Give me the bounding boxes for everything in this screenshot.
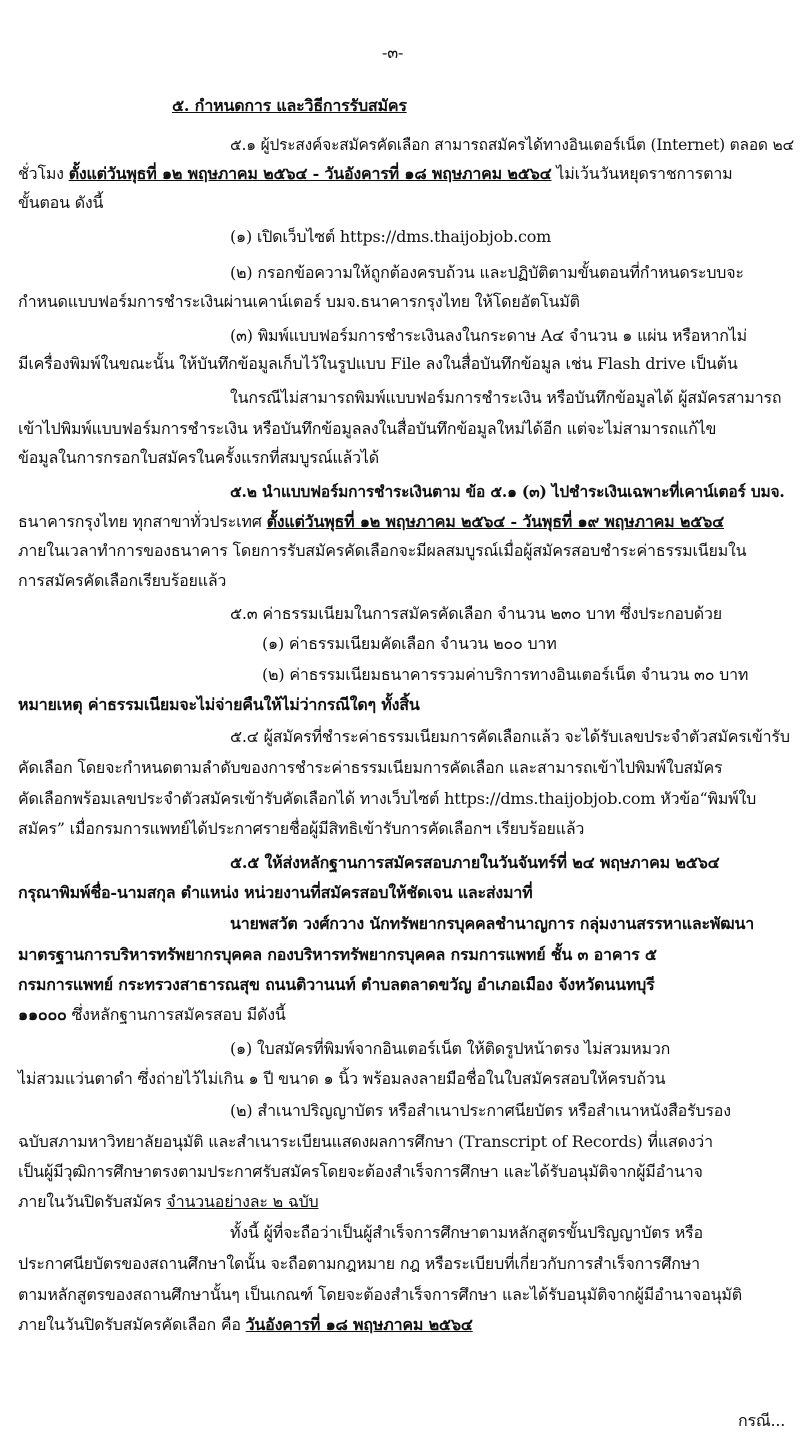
s51-note-line2: เข้าไปพิมพ์แบบฟอร์มการชำระเงิน หรือบันทึกข้อมูลลงในสื่อบันทึกข้อมูลใหม่ได้อีก แต่จะไม่สามารถแก้ไข <box>18 419 717 438</box>
s52-date-range: ตั้งแต่วันพุธที่ ๑๒ พฤษภาคม ๒๕๖๔ - วันพุธที่ ๑๙ พฤษภาคม ๒๕๖๔ <box>266 512 724 531</box>
s54-line2: คัดเลือก โดยจะกำหนดตามลำดับของการชำระค่าธรรมเนียมการคัดเลือก และสามารถเข้าไปพิมพ์ใบสมัคร <box>18 758 723 777</box>
s51-note-line3: ข้อมูลในการกรอกใบสมัครในครั้งแรกที่สมบูรณ์แล้วได้ <box>18 448 379 467</box>
postal-code: ๑๑๐๐๐ <box>18 1005 67 1024</box>
s55-address-line1: นายพสวัต วงศ์กวาง นักทรัพยากรบุคคลชำนาญการ กลุ่มงานสรรหาและพัฒนา <box>230 914 754 933</box>
s55-para-line3: ตามหลักสูตรของสถานศึกษานั้นๆ เป็นเกณฑ์ โดยจะต้องสำเร็จการศึกษา และได้รับอนุมัติจากผู้มีอำนาจอนุมัติ <box>18 1285 742 1304</box>
s51-item2-line2: กำหนดแบบฟอร์มการชำระเงินผ่านเคาน์เตอร์ บมจ.ธนาคารกรุงไทย ให้โดยอัตโนมัติ <box>18 292 580 311</box>
s53-item2: (๒) ค่าธรรมเนียมธนาคารรวมค่าบริการทางอินเตอร์เน็ต จำนวน ๓๐ บาท <box>262 665 749 684</box>
s52-line3: ภายในเวลาทำการของธนาคาร โดยการรับสมัครคัดเลือกจะมีผลสมบูรณ์เมื่อผู้สมัครสอบชำระค่าธรรมเนียมใน <box>18 541 747 560</box>
s51-item3-line1: (๓) พิมพ์แบบฟอร์มการชำระเงินลงในกระดาษ A๔ จำนวน ๑ แผ่น หรือหากไม่ <box>230 326 747 345</box>
page-number: -๓- <box>382 43 404 62</box>
s55-address-line4: ๑๑๐๐๐ ซึ่งหลักฐานการสมัครสอบ มีดังนี้ <box>18 1005 286 1024</box>
s55-line1: ๕.๕ ให้ส่งหลักฐานการสมัครสอบภายในวันจันทร์ที่ ๒๔ พฤษภาคม ๒๕๖๔ <box>230 853 720 872</box>
s51-item3-line2: มีเครื่องพิมพ์ในขณะนั้น ให้บันทึกข้อมูลเก็บไว้ในรูปแบบ File ลงในสื่อบันทึกข้อมูล เช่น Flash drive เป็นต้น <box>18 354 738 373</box>
s55-item2-line3: เป็นผู้มีวุฒิการศึกษาตรงตามประกาศรับสมัครโดยจะต้องสำเร็จการศึกษา และได้รับอนุมัติจากผู้มีอำนาจ <box>18 1162 703 1181</box>
s55-line2: กรุณาพิมพ์ชื่อ-นามสกุล ตำแหน่ง หน่วยงานที่สมัครสอบให้ชัดเจน และส่งมาที่ <box>18 883 533 902</box>
s53-note: หมายเหตุ ค่าธรรมเนียมจะไม่จ่ายคืนให้ไม่ว่ากรณีใดๆ ทั้งสิ้น <box>18 695 420 714</box>
s51-item1: (๑) เปิดเว็บไซต์ https://dms.thaijobjob.com <box>230 227 552 246</box>
s54-line1: ๕.๔ ผู้สมัครที่ชำระค่าธรรมเนียมการคัดเลือกแล้ว จะได้รับเลขประจำตัวสมัครเข้ารับ <box>230 727 790 746</box>
s52-line1: ๕.๒ นำแบบฟอร์มการชำระเงินตาม ข้อ ๕.๑ (๓) ไปชำระเงินเฉพาะที่เคาน์เตอร์ บมจ. <box>230 482 785 501</box>
footer-continuation: กรณี... <box>738 1411 786 1430</box>
s52-line4: การสมัครคัดเลือกเรียบร้อยแล้ว <box>18 571 227 590</box>
closing-date: วันอังคารที่ ๑๘ พฤษภาคม ๒๕๖๔ <box>245 1315 473 1334</box>
s51-line1: ๕.๑ ผู้ประสงค์จะสมัครคัดเลือก สามารถสมัครได้ทางอินเตอร์เน็ต (Internet) ตลอด ๒๔ <box>230 136 795 154</box>
s51-line3: ขั้นตอน ดังนี้ <box>18 193 104 212</box>
s55-item2-line2: ฉบับสภามหาวิทยาลัยอนุมัติ และสำเนาระเบียนแสดงผลการศึกษา (Transcript of Records) ที่แสดงว่า <box>18 1132 713 1151</box>
s55-item1-line1: (๑) ใบสมัครที่พิมพ์จากอินเตอร์เน็ต ให้ติดรูปหน้าตรง ไม่สวมหมวก <box>230 1039 671 1058</box>
s53-line1: ๕.๓ ค่าธรรมเนียมในการสมัครคัดเลือก จำนวน ๒๓๐ บาท ซึ่งประกอบด้วย <box>230 604 722 623</box>
s51-note-line1: ในกรณีไม่สามารถพิมพ์แบบฟอร์มการชำระเงิน หรือบันทึกข้อมูลได้ ผู้สมัครสามารถ <box>230 388 782 407</box>
s55-para-line4: ภายในวันปิดรับสมัครคัดเลือก คือ วันอังคารที่ ๑๘ พฤษภาคม ๒๕๖๔ <box>18 1315 473 1334</box>
s51-line2: ชั่วโมง ตั้งแต่วันพุธที่ ๑๒ พฤษภาคม ๒๕๖๔ - วันอังคารที่ ๑๘ พฤษภาคม ๒๕๖๔ ไม่เว้นวันหยุดราชการตาม <box>18 164 733 183</box>
copies-required: จำนวนอย่างละ ๒ ฉบับ <box>166 1192 319 1211</box>
s51-item2-line1: (๒) กรอกข้อความให้ถูกต้องครบถ้วน และปฏิบัติตามขั้นตอนที่กำหนดระบบจะ <box>230 263 744 282</box>
s55-para-line2: ประกาศนียบัตรของสถานศึกษาใดนั้น จะถือตามกฎหมาย กฎ หรือระเบียบที่เกี่ยวกับการสำเร็จการศึกษา <box>18 1254 700 1273</box>
s55-address-line3: กรมการแพทย์ กระทรวงสาธารณสุข ถนนติวานนท์ ตำบลตลาดขวัญ อำเภอเมือง จังหวัดนนทบุรี <box>18 975 655 994</box>
s55-item2-line4: ภายในวันปิดรับสมัคร จำนวนอย่างละ ๒ ฉบับ <box>18 1192 319 1211</box>
s55-address-line2: มาตรฐานการบริหารทรัพยากรบุคคล กองบริหารทรัพยากรบุคคล กรมการแพทย์ ชั้น ๓ อาคาร ๕ <box>18 945 657 964</box>
s55-para-line1: ทั้งนี้ ผู้ที่จะถือว่าเป็นผู้สำเร็จการศึกษาตามหลักสูตรขั้นปริญญาบัตร หรือ <box>230 1223 703 1242</box>
s54-line4: สมัคร” เมื่อกรมการแพทย์ได้ประกาศรายชื่อผู้มีสิทธิเข้ารับการคัดเลือกฯ เรียบร้อยแล้ว <box>18 819 585 838</box>
s55-item2-line1: (๒) สำเนาปริญญาบัตร หรือสำเนาประกาศนียบัตร หรือสำเนาหนังสือรับรอง <box>230 1101 731 1120</box>
s55-item1-line2: ไม่สวมแว่นตาดำ ซึ่งถ่ายไว้ไม่เกิน ๑ ปี ขนาด ๑ นิ้ว พร้อมลงลายมือชื่อในใบสมัครสอบให้ครบถ้วน <box>18 1069 666 1088</box>
s53-item1: (๑) ค่าธรรมเนียมคัดเลือก จำนวน ๒๐๐ บาท <box>262 634 557 653</box>
s54-line3: คัดเลือกพร้อมเลขประจำตัวสมัครเข้ารับคัดเลือกได้ ทางเว็บไซต์ https://dms.thaijobjob.com หัวข้อ“พิมพ์ใบ <box>18 789 757 808</box>
s52-line2: ธนาคารกรุงไทย ทุกสาขาทั่วประเทศ ตั้งแต่วันพุธที่ ๑๒ พฤษภาคม ๒๕๖๔ - วันพุธที่ ๑๙ พฤษภาคม ๒๕๖๔ <box>18 512 724 531</box>
s51-date-range: ตั้งแต่วันพุธที่ ๑๒ พฤษภาคม ๒๕๖๔ - วันอังคารที่ ๑๘ พฤษภาคม ๒๕๖๔ <box>68 164 552 183</box>
section-heading: ๕. กำหนดการ และวิธีการรับสมัคร <box>172 96 407 115</box>
